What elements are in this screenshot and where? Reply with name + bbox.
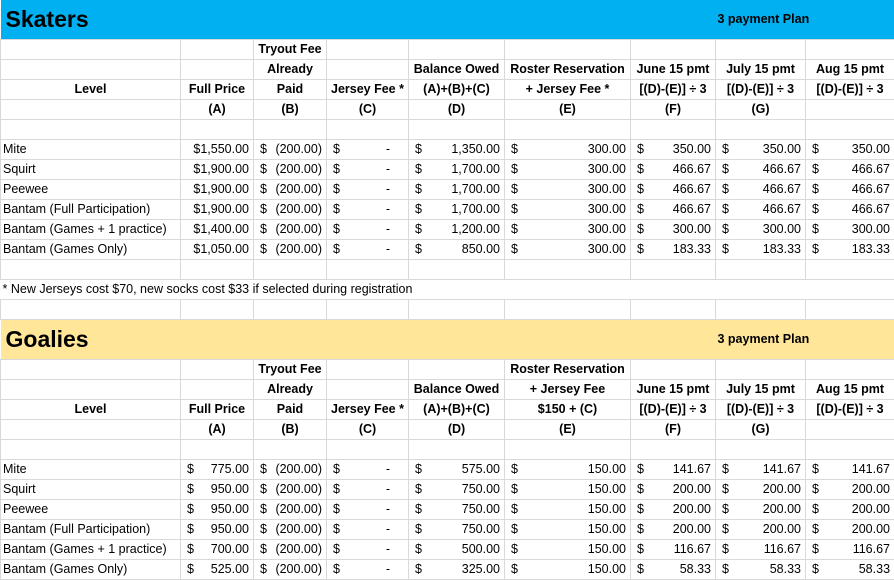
skaters-balance-formula: (A)+(B)+(C) <box>409 80 505 100</box>
amount: 200.00 <box>852 500 890 519</box>
full-price-cell: $1,400.00 <box>181 220 254 240</box>
skaters-col-g: (G) <box>716 100 806 120</box>
currency-symbol: $ <box>415 460 422 479</box>
currency-symbol: $ <box>415 180 422 199</box>
goalies-col-f: (F) <box>631 420 716 440</box>
goalies-col-b: (B) <box>254 420 327 440</box>
table-row <box>1 140 894 160</box>
skaters-aug-header: Aug 15 pmt <box>806 60 894 80</box>
skaters-balance-header: Balance Owed <box>409 60 505 80</box>
amount: 850.00 <box>462 240 500 259</box>
currency-symbol: $ <box>637 500 644 519</box>
currency-symbol: $ <box>187 560 194 579</box>
currency-symbol: $ <box>637 480 644 499</box>
amount: 200.00 <box>763 500 801 519</box>
table-row <box>1 540 894 560</box>
amount: - <box>386 160 404 179</box>
full-price-cell: $1,050.00 <box>181 240 254 260</box>
currency-symbol: $ <box>722 220 729 239</box>
skaters-title: Skaters <box>1 0 716 40</box>
level-cell: Bantam (Games Only) <box>1 560 181 580</box>
currency-symbol: $ <box>415 480 422 499</box>
table-row <box>1 220 894 240</box>
goalies-header-row-1 <box>1 360 894 380</box>
currency-symbol: $ <box>637 140 644 159</box>
goalies-roster-header: Roster Reservation <box>505 360 631 380</box>
amount: 141.67 <box>763 460 801 479</box>
amount: (200.00) <box>275 160 322 179</box>
amount: - <box>386 140 404 159</box>
currency-symbol: $ <box>637 460 644 479</box>
amount: - <box>386 240 404 259</box>
goalies-tryout-header-3: Paid <box>254 400 327 420</box>
currency-symbol: $ <box>812 200 819 219</box>
skaters-rows <box>1 140 894 260</box>
currency-symbol: $ <box>415 140 422 159</box>
amount: 300.00 <box>588 140 626 159</box>
amount: 775.00 <box>211 460 249 479</box>
amount: 141.67 <box>673 460 711 479</box>
amount: - <box>386 200 404 219</box>
currency-symbol: $ <box>722 560 729 579</box>
goalies-column-letters <box>1 420 894 440</box>
amount: 300.00 <box>588 160 626 179</box>
table-row <box>1 560 894 580</box>
amount: 466.67 <box>673 160 711 179</box>
goalies-header-row-3 <box>1 400 894 420</box>
amount: 525.00 <box>211 560 249 579</box>
currency-symbol: $ <box>511 200 518 219</box>
level-cell: Peewee <box>1 500 181 520</box>
amount: 183.33 <box>763 240 801 259</box>
currency-symbol: $ <box>722 180 729 199</box>
amount: 950.00 <box>211 500 249 519</box>
goalies-fullprice-header: Full Price <box>181 400 254 420</box>
skaters-col-b: (B) <box>254 100 327 120</box>
skaters-tryout-header: Tryout Fee <box>254 40 327 60</box>
amount: 150.00 <box>588 540 626 559</box>
goalies-plan-label: 3 payment Plan <box>716 320 894 360</box>
currency-symbol: $ <box>415 560 422 579</box>
goalies-balance-formula: (A)+(B)+(C) <box>409 400 505 420</box>
currency-symbol: $ <box>260 240 267 259</box>
skaters-june-header: June 15 pmt <box>631 60 716 80</box>
skaters-col-e: (E) <box>505 100 631 120</box>
currency-symbol: $ <box>722 520 729 539</box>
amount: 150.00 <box>588 480 626 499</box>
goalies-aug-header: Aug 15 pmt <box>806 380 894 400</box>
currency-symbol: $ <box>333 480 340 499</box>
currency-symbol: $ <box>511 500 518 519</box>
currency-symbol: $ <box>260 460 267 479</box>
amount: (200.00) <box>275 480 322 499</box>
currency-symbol: $ <box>722 540 729 559</box>
currency-symbol: $ <box>511 160 518 179</box>
currency-symbol: $ <box>722 240 729 259</box>
level-cell: Bantam (Full Participation) <box>1 520 181 540</box>
currency-symbol: $ <box>333 240 340 259</box>
amount: (200.00) <box>275 560 322 579</box>
full-price-cell: $1,900.00 <box>181 160 254 180</box>
full-price-cell: $1,900.00 <box>181 200 254 220</box>
currency-symbol: $ <box>812 220 819 239</box>
amount: 200.00 <box>673 480 711 499</box>
level-cell: Bantam (Games + 1 practice) <box>1 220 181 240</box>
skaters-jersey-header: Jersey Fee * <box>327 80 409 100</box>
full-price-cell: $1,550.00 <box>181 140 254 160</box>
skaters-col-c: (C) <box>327 100 409 120</box>
amount: 300.00 <box>588 180 626 199</box>
currency-symbol: $ <box>722 200 729 219</box>
skaters-roster-header-2: + Jersey Fee * <box>505 80 631 100</box>
amount: 58.33 <box>859 560 890 579</box>
currency-symbol: $ <box>812 240 819 259</box>
amount: 750.00 <box>462 480 500 499</box>
level-cell: Squirt <box>1 480 181 500</box>
currency-symbol: $ <box>812 540 819 559</box>
currency-symbol: $ <box>511 140 518 159</box>
currency-symbol: $ <box>187 520 194 539</box>
amount: 350.00 <box>673 140 711 159</box>
amount: 1,700.00 <box>451 200 500 219</box>
currency-symbol: $ <box>511 480 518 499</box>
skaters-roster-header: Roster Reservation <box>505 60 631 80</box>
amount: 300.00 <box>588 220 626 239</box>
amount: 300.00 <box>588 200 626 219</box>
currency-symbol: $ <box>511 560 518 579</box>
amount: 950.00 <box>211 520 249 539</box>
amount: 58.33 <box>770 560 801 579</box>
goalies-balance-header: Balance Owed <box>409 380 505 400</box>
amount: 466.67 <box>763 160 801 179</box>
goalies-july-header: July 15 pmt <box>716 380 806 400</box>
goalies-col-a: (A) <box>181 420 254 440</box>
amount: 1,700.00 <box>451 180 500 199</box>
goalies-tryout-header-2: Already <box>254 380 327 400</box>
amount: 466.67 <box>852 200 890 219</box>
amount: 183.33 <box>673 240 711 259</box>
level-cell: Bantam (Games Only) <box>1 240 181 260</box>
skaters-header-row-2 <box>1 60 894 80</box>
amount: (200.00) <box>275 200 322 219</box>
goalies-title: Goalies <box>1 320 716 360</box>
skaters-col-d: (D) <box>409 100 505 120</box>
goalies-header-band <box>1 320 894 360</box>
amount: 1,700.00 <box>451 160 500 179</box>
amount: 300.00 <box>588 240 626 259</box>
amount: 150.00 <box>588 520 626 539</box>
goalies-aug-formula: [(D)-(E)] ÷ 3 <box>806 400 894 420</box>
currency-symbol: $ <box>722 160 729 179</box>
currency-symbol: $ <box>260 180 267 199</box>
amount: 350.00 <box>852 140 890 159</box>
jersey-note-row <box>1 280 894 300</box>
skaters-header-band <box>1 0 894 40</box>
skaters-aug-formula: [(D)-(E)] ÷ 3 <box>806 80 894 100</box>
skaters-level-header: Level <box>1 80 181 100</box>
currency-symbol: $ <box>333 520 340 539</box>
skaters-plan-label: 3 payment Plan <box>716 0 894 40</box>
amount: 466.67 <box>673 180 711 199</box>
amount: 950.00 <box>211 480 249 499</box>
goalies-col-c: (C) <box>327 420 409 440</box>
currency-symbol: $ <box>812 140 819 159</box>
skaters-col-a: (A) <box>181 100 254 120</box>
currency-symbol: $ <box>812 560 819 579</box>
table-row <box>1 240 894 260</box>
goalies-tryout-header: Tryout Fee <box>254 360 327 380</box>
amount: 200.00 <box>852 520 890 539</box>
currency-symbol: $ <box>812 160 819 179</box>
currency-symbol: $ <box>511 240 518 259</box>
currency-symbol: $ <box>637 560 644 579</box>
amount: - <box>386 180 404 199</box>
amount: 150.00 <box>588 560 626 579</box>
skaters-col-f: (F) <box>631 100 716 120</box>
skaters-july-formula: [(D)-(E)] ÷ 3 <box>716 80 806 100</box>
currency-symbol: $ <box>415 540 422 559</box>
amount: (200.00) <box>275 180 322 199</box>
amount: (200.00) <box>275 460 322 479</box>
skaters-tryout-header-2: Already <box>254 60 327 80</box>
amount: (200.00) <box>275 520 322 539</box>
table-row <box>1 500 894 520</box>
amount: 141.67 <box>852 460 890 479</box>
amount: 200.00 <box>673 500 711 519</box>
skaters-june-formula: [(D)-(E)] ÷ 3 <box>631 80 716 100</box>
currency-symbol: $ <box>637 540 644 559</box>
amount: 200.00 <box>763 480 801 499</box>
level-cell: Bantam (Full Participation) <box>1 200 181 220</box>
currency-symbol: $ <box>333 460 340 479</box>
amount: 116.67 <box>764 540 801 559</box>
goalies-june-header: June 15 pmt <box>631 380 716 400</box>
amount: 183.33 <box>852 240 890 259</box>
currency-symbol: $ <box>511 220 518 239</box>
goalies-rows <box>1 460 894 580</box>
currency-symbol: $ <box>187 500 194 519</box>
currency-symbol: $ <box>722 140 729 159</box>
amount: - <box>386 480 404 499</box>
amount: 200.00 <box>673 520 711 539</box>
currency-symbol: $ <box>333 500 340 519</box>
amount: 350.00 <box>763 140 801 159</box>
amount: 750.00 <box>462 500 500 519</box>
currency-symbol: $ <box>415 520 422 539</box>
amount: 466.67 <box>673 200 711 219</box>
currency-symbol: $ <box>260 200 267 219</box>
table-row <box>1 480 894 500</box>
goalies-col-e: (E) <box>505 420 631 440</box>
currency-symbol: $ <box>333 540 340 559</box>
skaters-header-row-1 <box>1 40 894 60</box>
currency-symbol: $ <box>333 180 340 199</box>
level-cell: Squirt <box>1 160 181 180</box>
currency-symbol: $ <box>333 220 340 239</box>
amount: - <box>386 520 404 539</box>
currency-symbol: $ <box>722 480 729 499</box>
currency-symbol: $ <box>812 460 819 479</box>
currency-symbol: $ <box>511 520 518 539</box>
skaters-fullprice-header: Full Price <box>181 80 254 100</box>
amount: 150.00 <box>588 460 626 479</box>
currency-symbol: $ <box>260 560 267 579</box>
currency-symbol: $ <box>637 180 644 199</box>
currency-symbol: $ <box>812 480 819 499</box>
skaters-header-row-3 <box>1 80 894 100</box>
amount: - <box>386 460 404 479</box>
amount: (200.00) <box>275 140 322 159</box>
currency-symbol: $ <box>812 520 819 539</box>
currency-symbol: $ <box>812 500 819 519</box>
currency-symbol: $ <box>637 200 644 219</box>
currency-symbol: $ <box>260 520 267 539</box>
amount: (200.00) <box>275 500 322 519</box>
currency-symbol: $ <box>260 480 267 499</box>
currency-symbol: $ <box>637 240 644 259</box>
level-cell: Mite <box>1 460 181 480</box>
amount: 575.00 <box>462 460 500 479</box>
currency-symbol: $ <box>415 160 422 179</box>
goalies-jersey-header: Jersey Fee * <box>327 400 409 420</box>
currency-symbol: $ <box>637 520 644 539</box>
level-cell: Bantam (Games + 1 practice) <box>1 540 181 560</box>
amount: 150.00 <box>588 500 626 519</box>
currency-symbol: $ <box>415 220 422 239</box>
currency-symbol: $ <box>511 540 518 559</box>
currency-symbol: $ <box>637 220 644 239</box>
currency-symbol: $ <box>333 140 340 159</box>
full-price-cell: $1,900.00 <box>181 180 254 200</box>
goalies-june-formula: [(D)-(E)] ÷ 3 <box>631 400 716 420</box>
amount: 500.00 <box>462 540 500 559</box>
table-row <box>1 180 894 200</box>
currency-symbol: $ <box>187 460 194 479</box>
amount: 200.00 <box>763 520 801 539</box>
table-row <box>1 200 894 220</box>
currency-symbol: $ <box>260 160 267 179</box>
amount: 700.00 <box>211 540 249 559</box>
currency-symbol: $ <box>812 180 819 199</box>
amount: (200.00) <box>275 240 322 259</box>
skaters-tryout-header-3: Paid <box>254 80 327 100</box>
table-row <box>1 460 894 480</box>
amount: - <box>386 560 404 579</box>
currency-symbol: $ <box>187 480 194 499</box>
currency-symbol: $ <box>511 460 518 479</box>
amount: 750.00 <box>462 520 500 539</box>
currency-symbol: $ <box>415 500 422 519</box>
amount: (200.00) <box>275 220 322 239</box>
amount: - <box>386 540 404 559</box>
amount: 1,200.00 <box>451 220 500 239</box>
currency-symbol: $ <box>187 540 194 559</box>
amount: 116.67 <box>853 540 890 559</box>
currency-symbol: $ <box>415 240 422 259</box>
skaters-column-letters <box>1 100 894 120</box>
amount: 1,350.00 <box>451 140 500 159</box>
amount: 200.00 <box>852 480 890 499</box>
goalies-col-g: (G) <box>716 420 806 440</box>
level-cell: Mite <box>1 140 181 160</box>
jersey-note: * New Jerseys cost $70, new socks cost $33 if selected during registration <box>1 280 894 300</box>
amount: 300.00 <box>763 220 801 239</box>
level-cell: Peewee <box>1 180 181 200</box>
currency-symbol: $ <box>333 160 340 179</box>
currency-symbol: $ <box>511 180 518 199</box>
amount: 466.67 <box>763 200 801 219</box>
currency-symbol: $ <box>260 540 267 559</box>
amount: 466.67 <box>852 160 890 179</box>
currency-symbol: $ <box>333 560 340 579</box>
goalies-col-d: (D) <box>409 420 505 440</box>
amount: 116.67 <box>674 540 711 559</box>
amount: - <box>386 500 404 519</box>
amount: 300.00 <box>673 220 711 239</box>
skaters-july-header: July 15 pmt <box>716 60 806 80</box>
table-row <box>1 520 894 540</box>
currency-symbol: $ <box>722 500 729 519</box>
goalies-level-header: Level <box>1 400 181 420</box>
amount: 466.67 <box>852 180 890 199</box>
currency-symbol: $ <box>260 500 267 519</box>
goalies-roster-header-3: $150 + (C) <box>505 400 631 420</box>
amount: 300.00 <box>852 220 890 239</box>
amount: 466.67 <box>763 180 801 199</box>
currency-symbol: $ <box>637 160 644 179</box>
amount: - <box>386 220 404 239</box>
currency-symbol: $ <box>333 200 340 219</box>
table-row <box>1 160 894 180</box>
currency-symbol: $ <box>415 200 422 219</box>
goalies-roster-header-2: + Jersey Fee <box>505 380 631 400</box>
amount: (200.00) <box>275 540 322 559</box>
currency-symbol: $ <box>260 220 267 239</box>
amount: 325.00 <box>462 560 500 579</box>
currency-symbol: $ <box>260 140 267 159</box>
goalies-july-formula: [(D)-(E)] ÷ 3 <box>716 400 806 420</box>
goalies-header-row-2 <box>1 380 894 400</box>
amount: 58.33 <box>680 560 711 579</box>
currency-symbol: $ <box>722 460 729 479</box>
